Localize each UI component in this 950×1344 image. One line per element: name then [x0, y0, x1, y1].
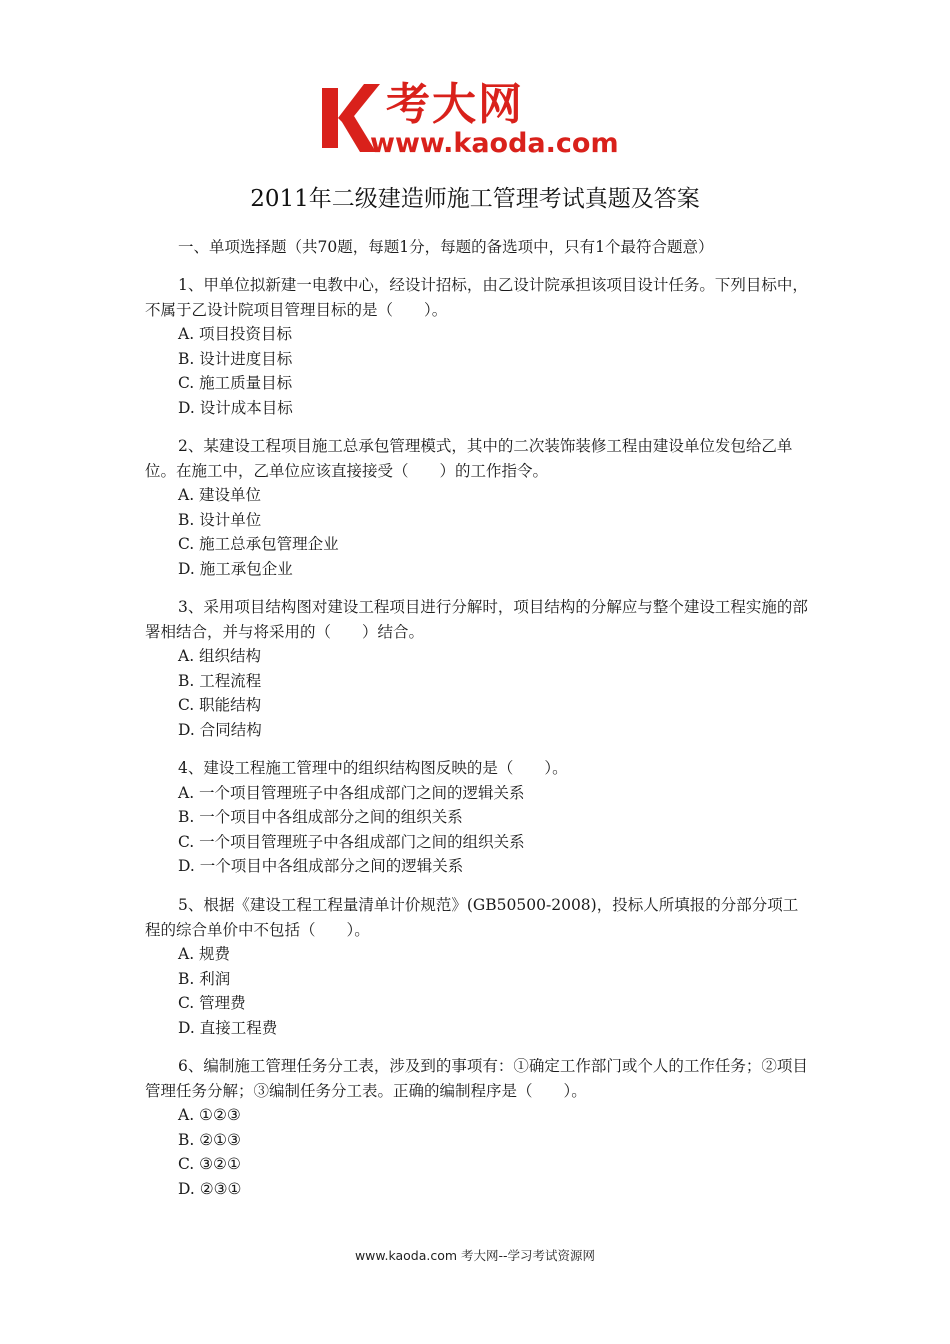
option-c: C. 管理费 — [178, 994, 246, 1012]
option-a: A. 项目投资目标 — [178, 325, 293, 343]
option-a: A. 组织结构 — [178, 647, 262, 665]
kaoda-logo — [318, 80, 648, 160]
question-1 — [145, 273, 810, 420]
question-5 — [145, 893, 810, 1040]
option-b: B. 工程流程 — [178, 671, 262, 690]
option-c: C. 职能结构 — [178, 696, 262, 714]
option-c: C. 施工质量目标 — [178, 374, 293, 392]
question-stem: 6、编制施工管理任务分工表，涉及到的事项有：①确定工作部门或个人的工作任务；②项目管理任务分解；③编制任务分工表。正确的编制程序是（ ）。 — [145, 1057, 808, 1100]
option-b: B. 利润 — [178, 969, 231, 988]
question-4 — [145, 756, 810, 879]
option-d: D. 合同结构 — [178, 720, 262, 739]
option-b: B. 一个项目中各组成部分之间的组织关系 — [178, 808, 463, 826]
option-a: A. 规费 — [178, 945, 231, 963]
option-b: B. ②①③ — [178, 1130, 241, 1149]
question-stem: 2、某建设工程项目施工总承包管理模式，其中的二次装饰装修工程由建设单位发包给乙单位。在施工中，乙单位应该直接接受（ ）的工作指令。 — [145, 437, 793, 480]
option-a: A. 建设单位 — [178, 486, 262, 504]
question-stem: 1、甲单位拟新建一电教中心，经设计招标，由乙设计院承担该项目设计任务。下列目标中，不属于乙设计院项目管理目标的是（ ）。 — [145, 276, 808, 319]
option-b: B. 设计单位 — [178, 510, 262, 529]
document-title: 2011年二级建造师施工管理考试真题及答案 — [250, 186, 700, 212]
option-c: C. ③②① — [178, 1155, 241, 1173]
option-a: A. 一个项目管理班子中各组成部门之间的逻辑关系 — [178, 783, 525, 802]
logo-url: www.kaoda.com — [370, 128, 619, 159]
question-stem: 3、采用项目结构图对建设工程项目进行分解时，项目结构的分解应与整个建设工程实施的部署相结合，并与将采用的（ ）结合。 — [145, 598, 808, 641]
page-footer: www.kaoda.com 考大网--学习考试资源网 — [354, 1248, 596, 1263]
option-d: D. 一个项目中各组成部分之间的逻辑关系 — [178, 857, 464, 875]
option-d: D. ②③① — [178, 1179, 242, 1198]
option-c: C. 施工总承包管理企业 — [178, 535, 339, 553]
question-stem: 4、建设工程施工管理中的组织结构图反映的是（ ）。 — [178, 759, 568, 777]
logo-brand-name: 考大网 — [386, 79, 524, 130]
option-a: A. ①②③ — [178, 1106, 241, 1124]
section-heading: 一、单项选择题（共70题，每题1分，每题的备选项中，只有1个最符合题意） — [178, 238, 714, 256]
option-d: D. 设计成本目标 — [178, 398, 293, 417]
option-c: C. 一个项目管理班子中各组成部门之间的组织关系 — [178, 832, 525, 851]
option-b: B. 设计进度目标 — [178, 349, 293, 368]
option-d: D. 施工承包企业 — [178, 559, 293, 578]
option-d: D. 直接工程费 — [178, 1018, 278, 1037]
question-3 — [145, 595, 810, 742]
question-2 — [145, 434, 810, 581]
question-stem: 5、根据《建设工程工程量清单计价规范》(GB50500-2008)，投标人所填报的分部分项工程的综合单价中不包括（ ）。 — [145, 896, 799, 939]
question-6 — [145, 1054, 810, 1201]
